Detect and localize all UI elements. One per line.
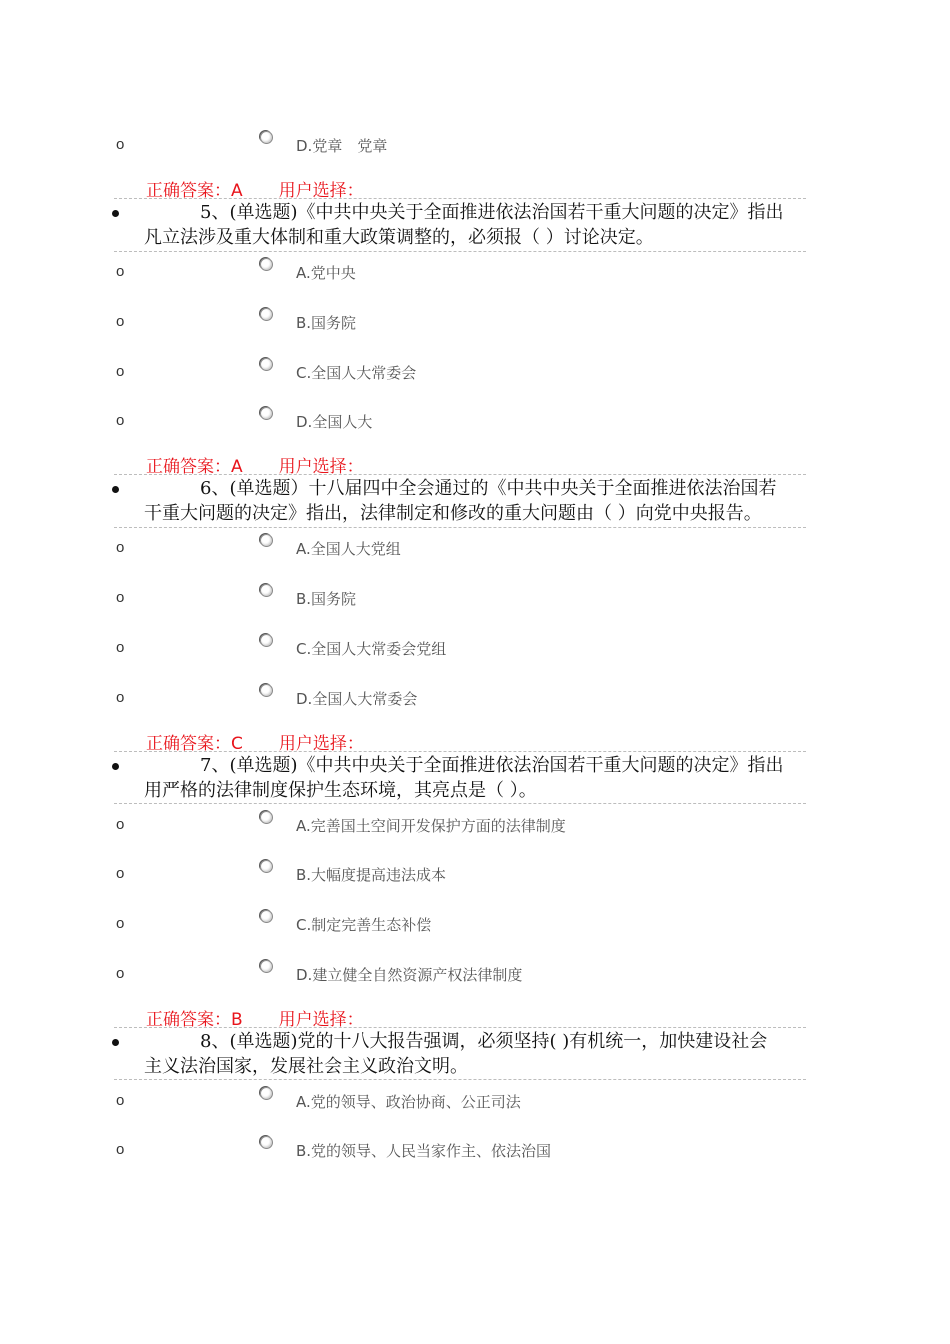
user-choice-label: 用户选择： — [278, 181, 364, 201]
radio-button-icon[interactable] — [260, 1136, 273, 1149]
divider — [114, 198, 806, 199]
option-text: D.建立健全自然资源产权法律制度 — [296, 966, 523, 984]
option-text: C.全国人大常委会党组 — [296, 640, 447, 658]
user-choice-label: 用户选择： — [278, 1010, 364, 1030]
bullet-icon — [112, 1039, 119, 1046]
option-text: B.国务院 — [296, 590, 357, 608]
list-marker: o — [116, 689, 125, 706]
bullet-icon — [112, 486, 119, 493]
user-choice-label: 用户选择： — [278, 734, 364, 754]
option-row[interactable] — [0, 914, 950, 940]
bullet-icon — [112, 210, 119, 217]
list-marker: o — [116, 136, 125, 153]
option-row[interactable] — [0, 1091, 950, 1117]
list-marker: o — [116, 412, 125, 429]
correct-answer: 正确答案：B — [146, 1010, 243, 1030]
option-text: A.党中央 — [296, 264, 356, 282]
divider — [114, 1027, 806, 1028]
radio-button-icon[interactable] — [260, 584, 273, 597]
question-text: 用严格的法律制度保护生态环境，其亮点是（ ）。 — [144, 780, 537, 801]
option-text: D.全国人大常委会 — [296, 690, 418, 708]
radio-button-icon[interactable] — [260, 1087, 273, 1100]
question-text: 8、(单选题)党的十八大报告强调，必须坚持( )有机统一，加快建设社会 — [200, 1031, 768, 1052]
option-row[interactable] — [0, 312, 950, 338]
option-row[interactable] — [0, 262, 950, 288]
correct-answer: 正确答案：C — [146, 734, 243, 754]
option-text: A.全国人大党组 — [296, 540, 401, 558]
radio-button-icon[interactable] — [260, 910, 273, 923]
list-marker: o — [116, 539, 125, 556]
radio-button-icon[interactable] — [260, 960, 273, 973]
correct-answer: 正确答案：A — [146, 181, 243, 201]
list-marker: o — [116, 816, 125, 833]
radio-button-icon[interactable] — [260, 407, 273, 420]
divider — [114, 803, 806, 804]
answer-line — [146, 729, 364, 754]
option-text: D.全国人大 — [296, 413, 373, 431]
option-text: A.党的领导、政治协商、公正司法 — [296, 1093, 521, 1111]
divider — [114, 751, 806, 752]
list-marker: o — [116, 589, 125, 606]
answer-line — [146, 1005, 364, 1030]
answer-line — [146, 452, 364, 477]
radio-button-icon[interactable] — [260, 811, 273, 824]
option-row[interactable] — [0, 135, 950, 161]
radio-button-icon[interactable] — [260, 684, 273, 697]
correct-answer: 正确答案：A — [146, 457, 243, 477]
option-text: B.党的领导、人民当家作主、依法治国 — [296, 1142, 552, 1160]
option-row[interactable] — [0, 815, 950, 841]
option-row[interactable] — [0, 588, 950, 614]
option-row[interactable] — [0, 538, 950, 564]
question-text: 7、(单选题)《中共中央关于全面推进依法治国若干重大问题的决定》指出 — [200, 755, 784, 776]
list-marker: o — [116, 865, 125, 882]
radio-button-icon[interactable] — [260, 131, 273, 144]
option-row[interactable] — [0, 1140, 950, 1166]
list-marker: o — [116, 1141, 125, 1158]
option-row[interactable] — [0, 864, 950, 890]
bullet-icon — [112, 763, 119, 770]
option-row[interactable] — [0, 362, 950, 388]
divider — [114, 474, 806, 475]
option-text: B.大幅度提高违法成本 — [296, 866, 447, 884]
divider — [114, 527, 806, 528]
question-text: 干重大问题的决定》指出，法律制定和修改的重大问题由（ ）向党中央报告。 — [144, 503, 762, 524]
option-row[interactable] — [0, 688, 950, 714]
question-text: 凡立法涉及重大体制和重大政策调整的，必须报（ ）讨论决定。 — [144, 227, 654, 248]
list-marker: o — [116, 313, 125, 330]
user-choice-label: 用户选择： — [278, 457, 364, 477]
option-text: D.党章 党章 — [296, 137, 388, 155]
option-text: C.全国人大常委会 — [296, 364, 417, 382]
answer-line — [146, 176, 364, 201]
option-row[interactable] — [0, 638, 950, 664]
radio-button-icon[interactable] — [260, 634, 273, 647]
list-marker: o — [116, 915, 125, 932]
list-marker: o — [116, 639, 125, 656]
option-text: A.完善国土空间开发保护方面的法律制度 — [296, 817, 566, 835]
list-marker: o — [116, 1092, 125, 1109]
option-row[interactable] — [0, 411, 950, 437]
question-text: 主义法治国家，发展社会主义政治文明。 — [144, 1056, 468, 1077]
radio-button-icon[interactable] — [260, 308, 273, 321]
option-row[interactable] — [0, 964, 950, 990]
radio-button-icon[interactable] — [260, 258, 273, 271]
option-text: B.国务院 — [296, 314, 357, 332]
divider — [114, 1079, 806, 1080]
list-marker: o — [116, 363, 125, 380]
question-text: 6、(单选题）十八届四中全会通过的《中共中央关于全面推进依法治国若 — [200, 478, 777, 499]
list-marker: o — [116, 263, 125, 280]
question-text: 5、(单选题)《中共中央关于全面推进依法治国若干重大问题的决定》指出 — [200, 202, 784, 223]
radio-button-icon[interactable] — [260, 534, 273, 547]
option-text: C.制定完善生态补偿 — [296, 916, 432, 934]
list-marker: o — [116, 965, 125, 982]
divider — [114, 251, 806, 252]
radio-button-icon[interactable] — [260, 358, 273, 371]
radio-button-icon[interactable] — [260, 860, 273, 873]
